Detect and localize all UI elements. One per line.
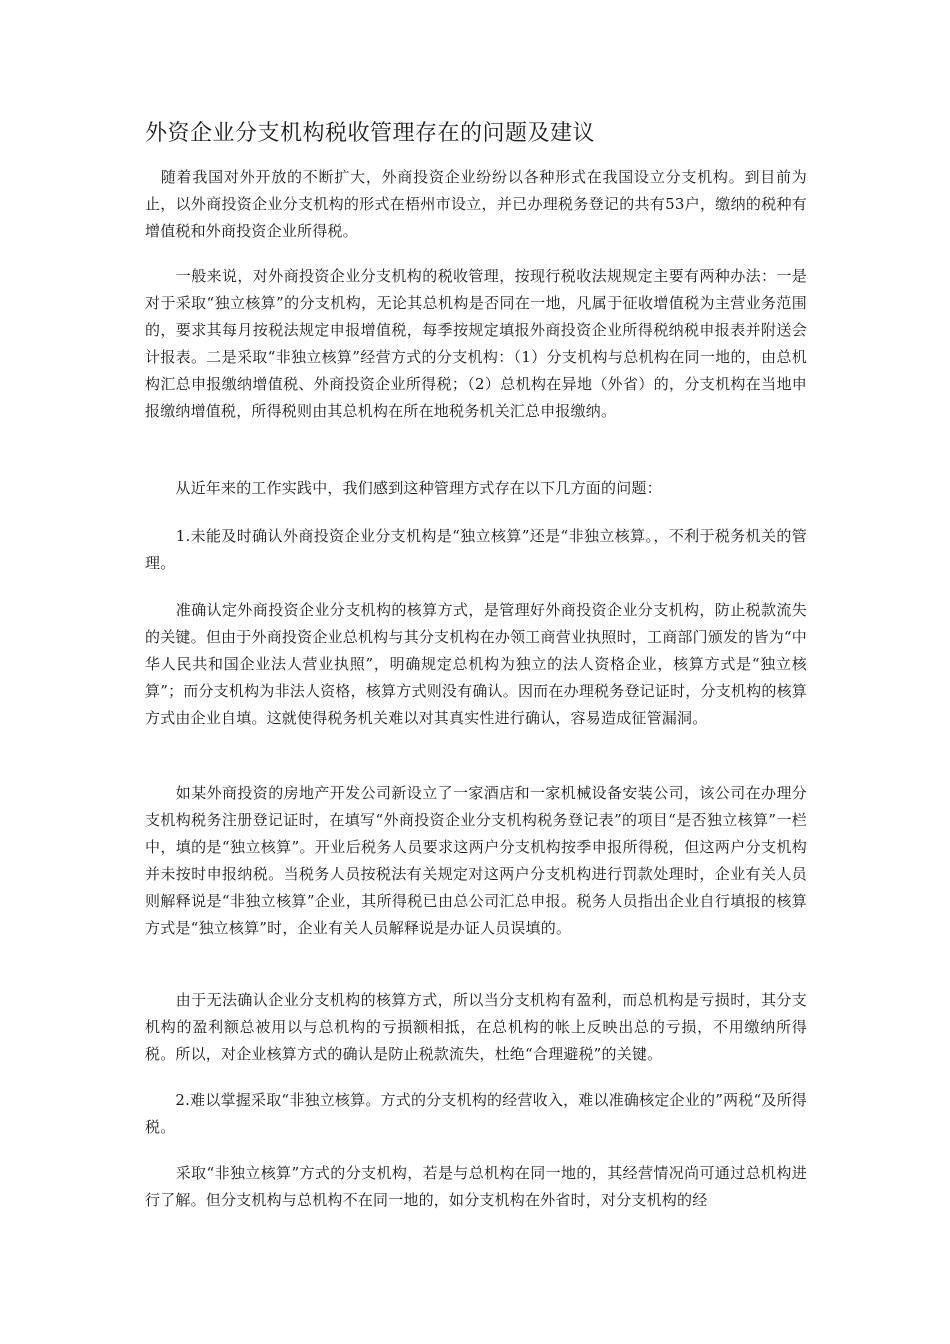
paragraph-problem-2: 2.难以掌握采取“非独立核算。方式的分支机构的经营收入，难以准确核定企业的”两税“及所得税。 [145,1091,807,1136]
paragraph-example: 如某外商投资的房地产开发公司新设立了一家酒店和一家机械设备安装公司，该公司在办理分支机构税务注册登记证时，在填写“外商投资企业分支机构税务登记表”的项目“是否独立核算”一栏中，填的是“独立核算”。开业后税务人员要求这两户分支机构按季申报所得税，但这两户分支机构并未按时申报纳税。当税务人员按税法有关规定对这两户分支机构进行罚款处理时，企业有关人员则解释说是“非独立核算”企业，其所得税已由总公司汇总申报。税务人员指出企业自行填报的核算方式是“独立核算”时，企业有关人员解释说是办证人员误填的。 [145,784,807,937]
document-title: 外资企业分支机构税收管理存在的问题及建议 [145,121,596,146]
paragraph-problems-intro: 从近年来的工作实践中，我们感到这种管理方式存在以下几方面的问题： [145,479,662,497]
paragraph-problem-1: 1.未能及时确认外商投资企业分支机构是“独立核算”还是“非独立核算。，不利于税务机关的管理。 [145,527,807,572]
paragraph-non-independent: 采取“非独立核算”方式的分支机构，若是与总机构在同一地的，其经营情况尚可通过总机构进行了解。但分支机构与总机构不在同一地的，如分支机构在外省时，对分支机构的经 [145,1164,807,1209]
paragraph-loss-offset: 由于无法确认企业分支机构的核算方式，所以当分支机构有盈利，而总机构是亏损时，其分支机构的盈利额总被用以与总机构的亏损额相抵，在总机构的帐上反映出总的亏损，不用缴纳所得税。所以，对企业核算方式的确认是防止税款流失，杜绝“合理避税”的关键。 [145,991,807,1063]
paragraph-accounting-method: 准确认定外商投资企业分支机构的核算方式，是管理好外商投资企业分支机构，防止税款流失的关键。但由于外商投资企业总机构与其分支机构在办领工商营业执照时，工商部门颁发的皆为“中华人民共和国企业法人营业执照”，明确规定总机构为独立的法人资格企业，核算方式是“独立核算”；而分支机构为非法人资格，核算方式则没有确认。因而在办理税务登记证时，分支机构的核算方式由企业自填。这就使得税务机关难以对其真实性进行确认，容易造成征管漏洞。 [145,601,807,727]
paragraph-intro: 随着我国对外开放的不断扩大，外商投资企业纷纷以各种形式在我国设立分支机构。到目前为止，以外商投资企业分支机构的形式在梧州市设立，并已办理税务登记的共有53户，缴纳的税种有增值税和外商投资企业所得税。 [145,168,807,240]
paragraph-tax-methods: 一般来说，对外商投资企业分支机构的税收管理，按现行税收法规规定主要有两种办法：一是对于采取“独立核算”的分支机构，无论其总机构是否同在一地，凡属于征收增值税为主营业务范围的，要求其每月按税法规定申报增值税，每季按规定填报外商投资企业所得税纳税申报表并附送会计报表。二是采取“非独立核算”经营方式的分支机构：（1）分支机构与总机构在同一地的，由总机构汇总申报缴纳增值税、外商投资企业所得税；（2）总机构在异地（外省）的，分支机构在当地申报缴纳增值税，所得税则由其总机构在所在地税务机关汇总申报缴纳。 [145,267,807,420]
